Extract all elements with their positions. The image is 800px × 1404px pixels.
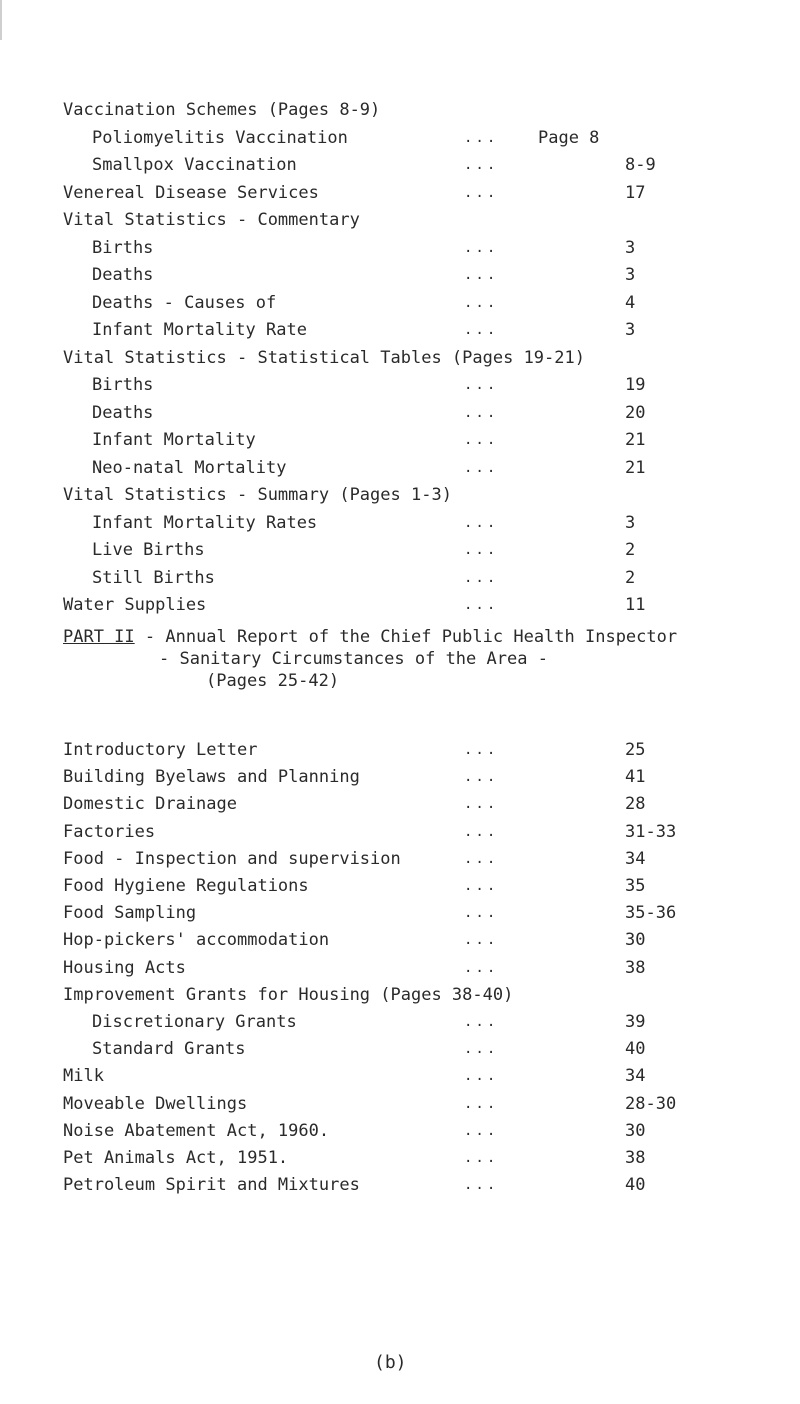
index-entry-leader-dots: ... — [464, 569, 499, 586]
index-entry-leader-dots: ... — [464, 959, 499, 976]
index-entry-label: Milk — [63, 1066, 104, 1087]
index-entry-page-ref: Page 8 — [538, 127, 600, 148]
index-entry-label: Still Births — [92, 567, 215, 588]
index-entry-page-ref: 3 — [625, 320, 636, 340]
index-entry-label: Vaccination Schemes (Pages 8-9) — [63, 100, 381, 120]
index-entry-page-ref: 19 — [625, 375, 646, 395]
index-entry-label: Neo-natal Mortality — [92, 457, 287, 478]
index-entry-page-ref: 41 — [625, 767, 646, 788]
index-entry-page-ref: 34 — [625, 848, 646, 869]
index-entry-label: Infant Mortality — [92, 430, 256, 450]
index-entry-label: Food Sampling — [63, 903, 197, 924]
index-entry-label: Infant Mortality Rate — [92, 320, 307, 340]
index-entry-leader-dots: ... — [464, 129, 499, 146]
index-entry-page-ref: 38 — [625, 957, 646, 978]
index-entry-leader-dots: ... — [464, 294, 499, 311]
index-entry-page-ref: 30 — [625, 930, 646, 951]
index-entry-label: Factories — [63, 821, 156, 842]
index-entry-leader-dots: ... — [464, 932, 499, 949]
index-entry-leader-dots: ... — [464, 769, 499, 786]
index-entry-leader-dots: ... — [464, 1122, 499, 1139]
index-entry-leader-dots: ... — [464, 1014, 499, 1030]
part-two-label: PART II — [63, 627, 135, 647]
index-entry-label: Noise Abatement Act, 1960. — [63, 1120, 330, 1141]
index-entry-page-ref: 3 — [625, 265, 636, 285]
index-entry-label: Building Byelaws and Planning — [63, 767, 360, 788]
index-entry-leader-dots: ... — [464, 514, 499, 531]
index-entry-page-ref: 30 — [625, 1120, 646, 1141]
index-entry-label: Introductory Letter — [63, 740, 258, 760]
page-edge-mark — [0, 0, 2, 40]
index-entry-leader-dots: ... — [464, 796, 499, 813]
page-footer-label: (b) — [374, 1352, 407, 1373]
index-entry-page-ref: 8-9 — [625, 155, 656, 175]
index-entry-page-ref: 2 — [625, 540, 636, 560]
index-entry-leader-dots: ... — [464, 267, 499, 283]
index-entry-page-ref: 4 — [625, 292, 636, 313]
index-entry-leader-dots: ... — [464, 542, 499, 558]
index-entry-page-ref: 25 — [625, 740, 646, 760]
index-entry-label: Infant Mortality Rates — [92, 512, 318, 533]
index-entry-page-ref: 21 — [625, 457, 646, 478]
index-entry-page-ref: 35 — [625, 876, 646, 896]
index-entry-page-ref: 21 — [625, 430, 646, 450]
index-entry-label: Domestic Drainage — [63, 794, 237, 815]
index-entry-label: Live Births — [92, 540, 205, 560]
index-entry-leader-dots: ... — [464, 742, 499, 758]
index-entry-page-ref: 35-36 — [625, 903, 677, 924]
index-entry-label: Vital Statistics - Statistical Tables (Pages 19-21) — [63, 347, 585, 368]
index-entry-label: Water Supplies — [63, 595, 207, 615]
part-two-line-2: - Sanitary Circumstances of the Area - — [159, 649, 548, 669]
index-entry-leader-dots: ... — [464, 322, 499, 338]
index-entry-label: Vital Statistics - Commentary — [63, 210, 360, 230]
index-entry-label: Food - Inspection and supervision — [63, 848, 401, 869]
index-entry-label: Food Hygiene Regulations — [63, 876, 309, 896]
index-entry-page-ref: 38 — [625, 1148, 646, 1168]
index-entry-leader-dots: ... — [464, 432, 499, 448]
index-entry-leader-dots: ... — [464, 377, 499, 393]
index-entry-label: Deaths — [92, 402, 154, 423]
part-two-line-3: (Pages 25-42) — [206, 671, 340, 691]
index-entry-leader-dots: ... — [464, 905, 499, 922]
index-entry-label: Pet Animals Act, 1951. — [63, 1148, 289, 1168]
index-entry-page-ref: 40 — [625, 1175, 646, 1196]
index-entry-page-ref: 34 — [625, 1066, 646, 1087]
index-entry-page-ref: 39 — [625, 1012, 646, 1032]
index-entry-label: Vital Statistics - Summary (Pages 1-3) — [63, 485, 452, 505]
index-entry-leader-dots: ... — [464, 1095, 499, 1112]
index-entry-leader-dots: ... — [464, 1041, 499, 1058]
index-entry-label: Poliomyelitis Vaccination — [92, 127, 348, 148]
index-entry-label: Improvement Grants for Housing (Pages 38-40) — [63, 984, 514, 1005]
part-two-title: - Annual Report of the Chief Public Health Inspector — [134, 627, 678, 647]
index-entry-page-ref: 28 — [625, 794, 646, 815]
index-entry-page-ref: 3 — [625, 237, 636, 258]
index-entry-leader-dots: ... — [464, 1068, 499, 1085]
index-entry-label: Hop-pickers' accommodation — [63, 930, 330, 951]
index-entry-leader-dots: ... — [464, 239, 499, 256]
index-entry-label: Housing Acts — [63, 957, 186, 978]
index-entry-label: Deaths - Causes of — [92, 292, 277, 313]
index-entry-leader-dots: ... — [464, 459, 499, 476]
index-entry-label: Discretionary Grants — [92, 1012, 297, 1032]
index-entry-leader-dots: ... — [464, 823, 499, 840]
index-entry-page-ref: 31-33 — [625, 821, 677, 842]
index-entry-page-ref: 2 — [625, 567, 636, 588]
index-entry-leader-dots: ... — [464, 157, 499, 173]
index-entry-label: Moveable Dwellings — [63, 1093, 248, 1114]
index-entry-leader-dots: ... — [464, 850, 499, 867]
index-entry-leader-dots: ... — [464, 597, 499, 613]
part-two-line-1 — [63, 626, 677, 648]
index-entry-label: Births — [92, 375, 154, 395]
index-entry-label: Standard Grants — [92, 1039, 246, 1060]
index-entry-label: Venereal Disease Services — [63, 182, 319, 203]
index-entry-page-ref: 11 — [625, 595, 646, 615]
index-entry-page-ref: 17 — [625, 182, 646, 203]
index-entry-label: Deaths — [92, 265, 154, 285]
index-entry-label: Births — [92, 237, 154, 258]
index-entry-page-ref: 28-30 — [625, 1093, 677, 1114]
index-entry-page-ref: 3 — [625, 512, 636, 533]
index-entry-leader-dots: ... — [464, 184, 499, 201]
index-entry-leader-dots: ... — [464, 878, 499, 894]
index-entry-leader-dots: ... — [464, 1150, 499, 1166]
index-entry-page-ref: 40 — [625, 1039, 646, 1060]
index-entry-leader-dots: ... — [464, 404, 499, 421]
index-entry-label: Petroleum Spirit and Mixtures — [63, 1175, 360, 1196]
index-entry-label: Smallpox Vaccination — [92, 155, 297, 175]
index-entry-leader-dots: ... — [464, 1177, 499, 1194]
index-entry-page-ref: 20 — [625, 402, 646, 423]
